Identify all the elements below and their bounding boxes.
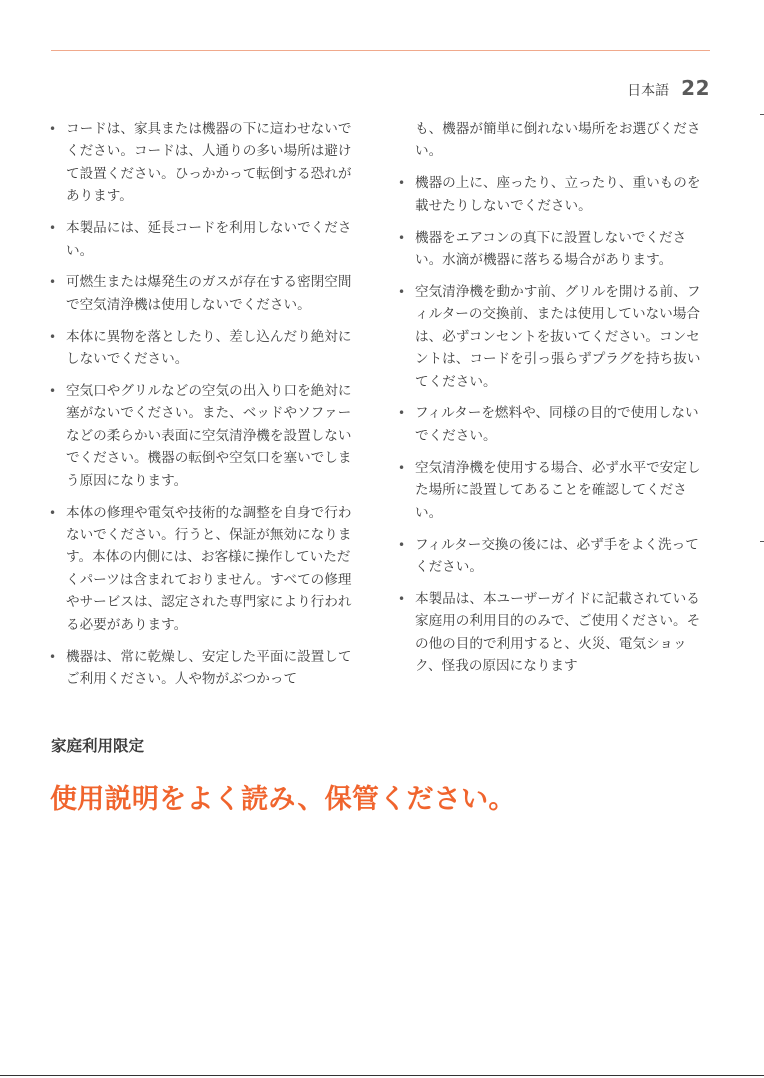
page-number: 22 [681,76,710,100]
list-item [398,402,708,447]
list-item [49,380,359,492]
list-item-text: 空気清浄機を使用する場合、必ず水平で安定した場所に設置してあることを確認してください。 [415,459,701,521]
list-item [49,217,359,262]
list-item [49,502,359,636]
list-item [398,588,708,678]
bullet-icon: • [398,284,406,299]
list-item-text: 本体の修理や電気や技術的な調整を自身で行わないでください。行うと、保証が無効になります。本体の内側には、お客様に操作していただくパーツは含まれておりません。すべての修理やサービスは、認定された専門家により行われる必要があります。 [66,504,352,633]
bullet-icon: • [49,329,57,344]
right-column-list [398,118,708,687]
list-item-continuation [398,118,708,163]
bullet-icon: • [398,460,406,475]
list-item-text: 空気口やグリルなどの空気の出入り口を絶対に塞がないでください。また、ベッドやソファーなどの柔らかい表面に空気清浄機を設置しないでください。機器の転倒や空気口を塞いでしまう原因になります。 [66,383,352,489]
list-item-text: コードは、家具または機器の下に這わせないでください。コードは、人通りの多い場所は避けて設置ください。ひっかかって転倒する恐れがあります。 [66,121,352,205]
list-item [398,457,708,524]
section-heading: 家庭利用限定 [51,737,145,755]
bullet-icon: • [398,406,406,421]
list-item-text: 空気清浄機を動かす前、グリルを開ける前、フィルターの交換前、または使用していない場合は、必ずコンセントを抜いてください。コンセントは、コードを引っ張らずプラグを持ち抜いてください。 [415,283,701,390]
page-header [627,76,710,100]
list-item [398,227,708,272]
bullet-icon: • [49,221,57,236]
list-item-text: 可燃生または爆発生のガスが存在する密閉空間で空気清浄機は使用しないでください。 [66,274,352,313]
bullet-icon: • [49,122,57,136]
bullet-icon: • [398,591,406,606]
language-label: 日本語 [627,83,670,99]
list-item [49,646,359,691]
bullet-icon: • [49,384,57,399]
list-item [398,172,708,217]
list-item-text: フィルターを燃料や、同様の目的で使用しないでください。 [415,405,699,444]
list-item [398,534,708,579]
list-item [49,326,359,371]
bullet-icon: • [49,275,57,290]
list-item-text: 本製品には、延長コードを利用しないでください。 [66,220,352,259]
crop-mark [760,114,764,115]
list-item-text: 本体に異物を落としたり、差し込んだり絶対にしないでください。 [66,328,352,368]
bullet-icon: • [49,649,57,664]
bullet-icon: • [49,505,57,520]
bottom-rule [0,1075,764,1076]
list-item-text: も、機器が簡単に倒れない場所をお選びください。 [415,121,701,160]
header-rule [51,50,710,51]
list-item [49,118,359,208]
list-item-text: 機器をエアコンの真下に設置しないでください。水滴が機器に落ちる場合があります。 [415,229,687,269]
bullet-icon: • [398,230,406,245]
list-item-text: 機器の上に、座ったり、立ったり、重いものを載せたりしないでください。 [415,175,701,214]
list-item [49,271,359,316]
list-item-text: 機器は、常に乾燥し、安定した平面に設置してご利用ください。人や物がぶつかって [66,648,352,687]
list-item [398,281,708,393]
bullet-icon: • [398,537,406,552]
bullet-icon: • [398,176,406,191]
list-item-text: フィルター交換の後には、必ず手をよく洗ってください。 [415,536,699,575]
warning-heading: 使用説明をよく読み、保管ください。 [50,784,516,815]
crop-mark [760,541,764,542]
list-item-text: 本製品は、本ユーザーガイドに記載されている家庭用の利用目的のみで、ご使用ください。その他の目的で利用すると、火災、電気ショック、怪我の原因になります [415,590,701,675]
left-column-list [49,118,359,700]
